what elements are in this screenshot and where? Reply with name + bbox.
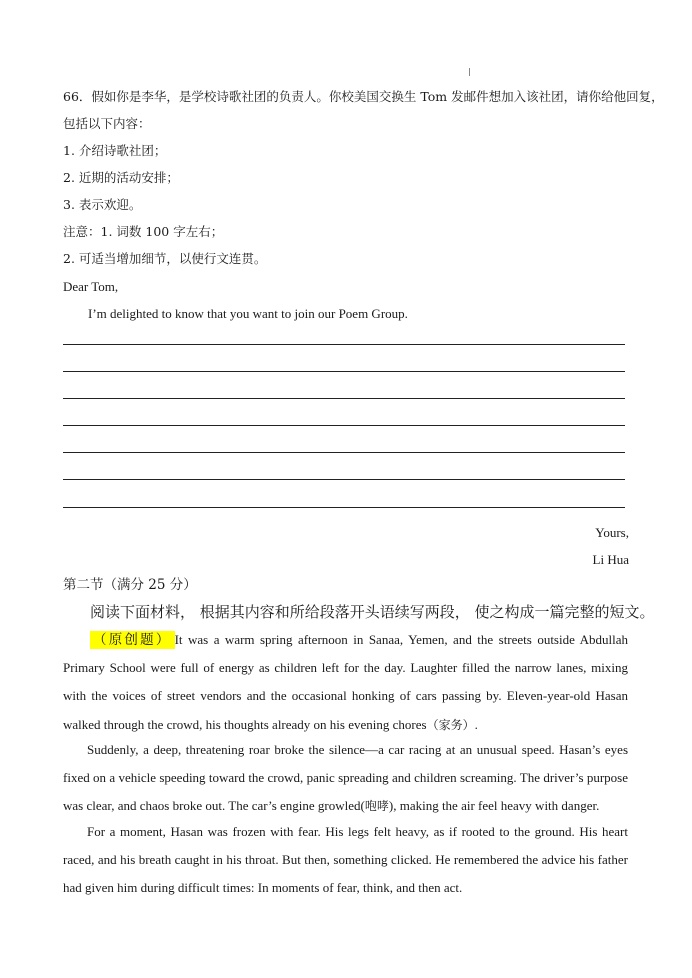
story-paragraph-3: For a moment, Hasan was frozen with fear. His legs felt heavy, as if rooted to the ground. His heart raced, and his breath caught in his throat. But then, something clicked. He remembered the advice his father had given him during difficult times: In moments of fear, think, and then act. bbox=[63, 824, 628, 896]
writing-line bbox=[63, 398, 625, 399]
requirement-item-3: 3. 表示欢迎。 bbox=[63, 197, 142, 212]
story-paragraph-1 bbox=[63, 626, 628, 739]
growled-gloss: 咆哮 bbox=[364, 799, 389, 814]
note-details: 2. 可适当增加细节，以使行文连贯。 bbox=[63, 251, 267, 266]
requirement-item-1: 1. 介绍诗歌社团； bbox=[63, 143, 167, 158]
letter-opening: I’m delighted to know that you want to join our Poem Group. bbox=[88, 306, 408, 321]
letter-closing: Yours, bbox=[595, 525, 629, 540]
chores-gloss: （家务） bbox=[426, 717, 475, 732]
writing-line bbox=[63, 507, 625, 508]
letter-signature: Li Hua bbox=[592, 552, 629, 567]
note-word-count: 注意：1. 词数 100 字左右； bbox=[63, 224, 224, 239]
story-paragraph-1-text: It was a warm spring afternoon in Sanaa, Yemen, and the streets outside Abdullah Primary School were full of energy as children left for the day. Laughter filled the narrow lanes, mixing with the voices of street vendors and the occasional honking of cars passing by. Eleven-year-old Hasan walked through the crowd, his thoughts already on his evening chores bbox=[63, 632, 629, 732]
question-prompt: 66．假如你是李华，是学校诗歌社团的负责人。你校美国交换生 Tom 发邮件想加入该社团，请你给他回复， bbox=[63, 89, 664, 104]
writing-line bbox=[63, 371, 625, 372]
page-marker bbox=[469, 68, 470, 76]
writing-line bbox=[63, 452, 625, 453]
story-paragraph-1-end: . bbox=[474, 716, 478, 732]
writing-line bbox=[63, 344, 625, 345]
original-question-tag: （原创题） bbox=[90, 631, 175, 649]
story-paragraph-2-text-a: Suddenly, a deep, threatening roar broke the silence—a car racing at an unusual speed. Hasan’s eyes fixed on a vehicle speeding toward the crowd, panic spreading and children screaming. The driver’s purpose was clear, and chaos broke out. The car’s engine growled( bbox=[63, 742, 628, 814]
writing-line bbox=[63, 479, 625, 480]
section-title: 第二节（满分 25 分） bbox=[63, 577, 197, 593]
requirement-item-2: 2. 近期的活动安排； bbox=[63, 170, 179, 185]
question-prompt-continuation: 包括以下内容： bbox=[63, 116, 151, 131]
letter-salutation: Dear Tom, bbox=[63, 279, 119, 294]
section-instruction: 阅读下面材料， 根据其内容和所给段落开头语续写两段， 使之构成一篇完整的短文。 bbox=[90, 603, 655, 621]
story-paragraph-2 bbox=[63, 736, 628, 821]
story-paragraph-2-text-b: ), making the air feel heavy with danger. bbox=[388, 798, 600, 814]
writing-line bbox=[63, 425, 625, 426]
